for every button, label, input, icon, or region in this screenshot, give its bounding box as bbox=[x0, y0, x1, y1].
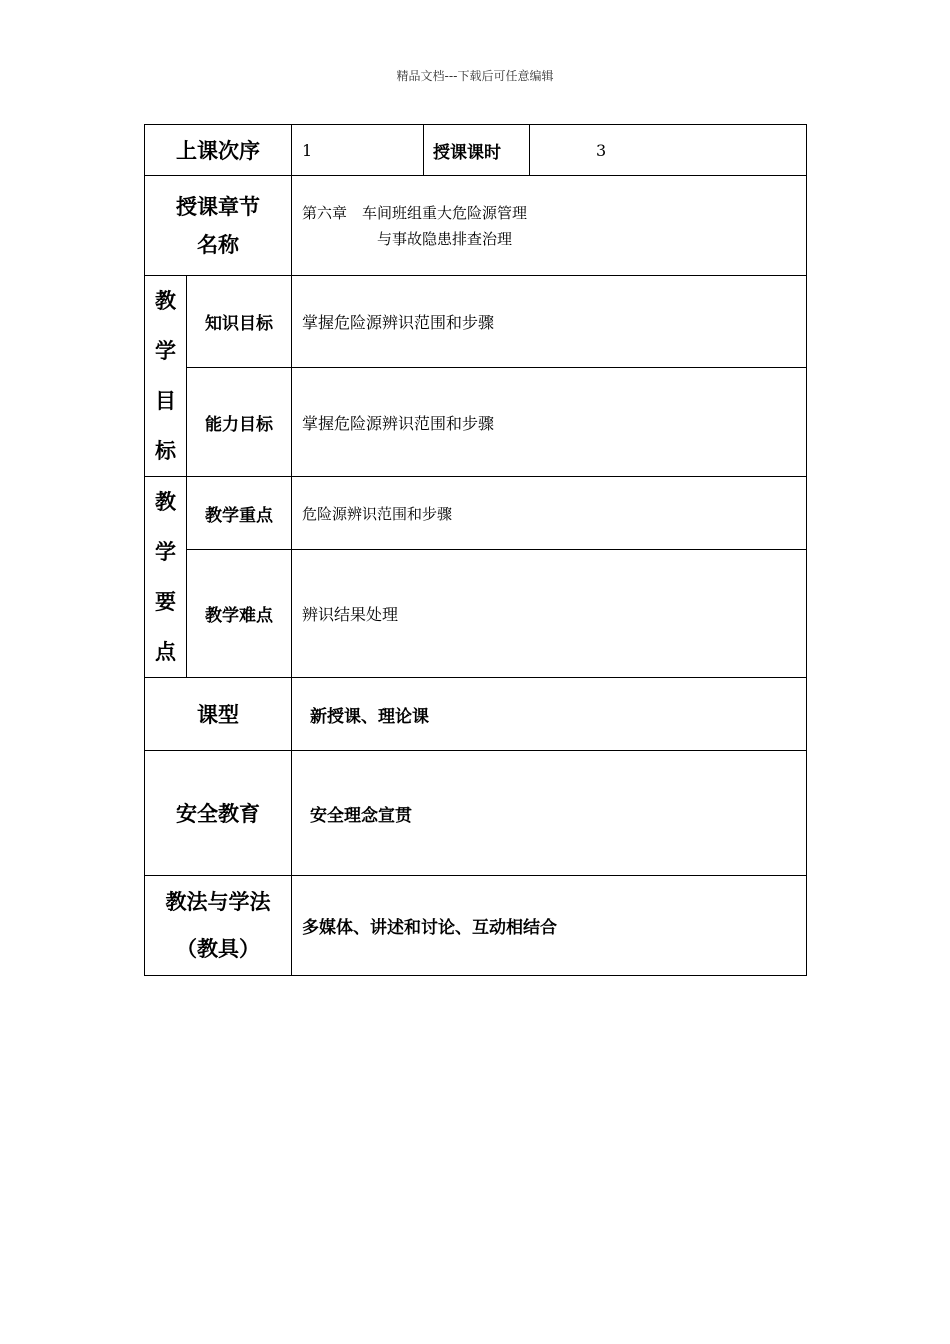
teaching-points-group-label bbox=[145, 477, 187, 678]
lesson-order-label: 上课次序 bbox=[145, 125, 292, 176]
teaching-goals-char: 学 bbox=[155, 339, 176, 363]
row-teaching-method bbox=[145, 876, 807, 976]
lesson-hours-label: 授课课时 bbox=[424, 125, 530, 176]
row-difficult-point bbox=[145, 550, 807, 678]
teaching-method-label bbox=[145, 876, 292, 976]
lesson-type-value: 新授课、理论课 bbox=[292, 678, 807, 751]
teaching-method-value: 多媒体、讲述和讨论、互动相结合 bbox=[292, 876, 807, 976]
difficult-point-label: 教学难点 bbox=[187, 550, 292, 678]
row-lesson-order bbox=[145, 125, 807, 176]
teaching-method-label-line1: 教法与学法 bbox=[165, 889, 271, 914]
row-safety-education bbox=[145, 751, 807, 876]
teaching-points-char: 学 bbox=[155, 540, 176, 564]
teaching-goals-char: 目 bbox=[155, 389, 176, 413]
ability-goal-label: 能力目标 bbox=[187, 368, 292, 477]
row-key-point bbox=[145, 477, 807, 550]
teaching-goals-group-label bbox=[145, 276, 187, 477]
chapter-value bbox=[292, 176, 807, 276]
chapter-label-line2: 名称 bbox=[197, 232, 239, 257]
teaching-points-char: 点 bbox=[155, 640, 176, 664]
row-lesson-type bbox=[145, 678, 807, 751]
knowledge-goal-label: 知识目标 bbox=[187, 276, 292, 368]
key-point-label: 教学重点 bbox=[187, 477, 292, 550]
chapter-value-line1: 第六章 车间班组重大危险源管理 bbox=[302, 203, 528, 222]
row-ability-goal bbox=[145, 368, 807, 477]
teaching-goals-char: 标 bbox=[155, 439, 176, 463]
teaching-method-label-line2: （教具） bbox=[176, 936, 260, 961]
teaching-goals-char: 教 bbox=[155, 289, 176, 313]
difficult-point-value: 辨识结果处理 bbox=[292, 550, 807, 678]
key-point-value: 危险源辨识范围和步骤 bbox=[292, 477, 807, 550]
chapter-value-line2: 与事故隐患排查治理 bbox=[377, 229, 513, 248]
chapter-label-line1: 授课章节 bbox=[176, 194, 260, 219]
row-chapter bbox=[145, 176, 807, 276]
knowledge-goal-value: 掌握危险源辨识范围和步骤 bbox=[292, 276, 807, 368]
lesson-plan-table bbox=[144, 124, 807, 976]
safety-education-value: 安全理念宣贯 bbox=[292, 751, 807, 876]
lesson-type-label: 课型 bbox=[145, 678, 292, 751]
page-header: 精品文档---下载后可任意编辑 bbox=[396, 69, 554, 83]
safety-education-label: 安全教育 bbox=[145, 751, 292, 876]
row-knowledge-goal bbox=[145, 276, 807, 368]
chapter-label bbox=[145, 176, 292, 276]
teaching-points-char: 要 bbox=[155, 590, 176, 614]
ability-goal-value: 掌握危险源辨识范围和步骤 bbox=[292, 368, 807, 477]
lesson-order-value: 1 bbox=[292, 125, 424, 176]
teaching-points-char: 教 bbox=[155, 490, 176, 514]
lesson-hours-value: 3 bbox=[530, 125, 807, 176]
